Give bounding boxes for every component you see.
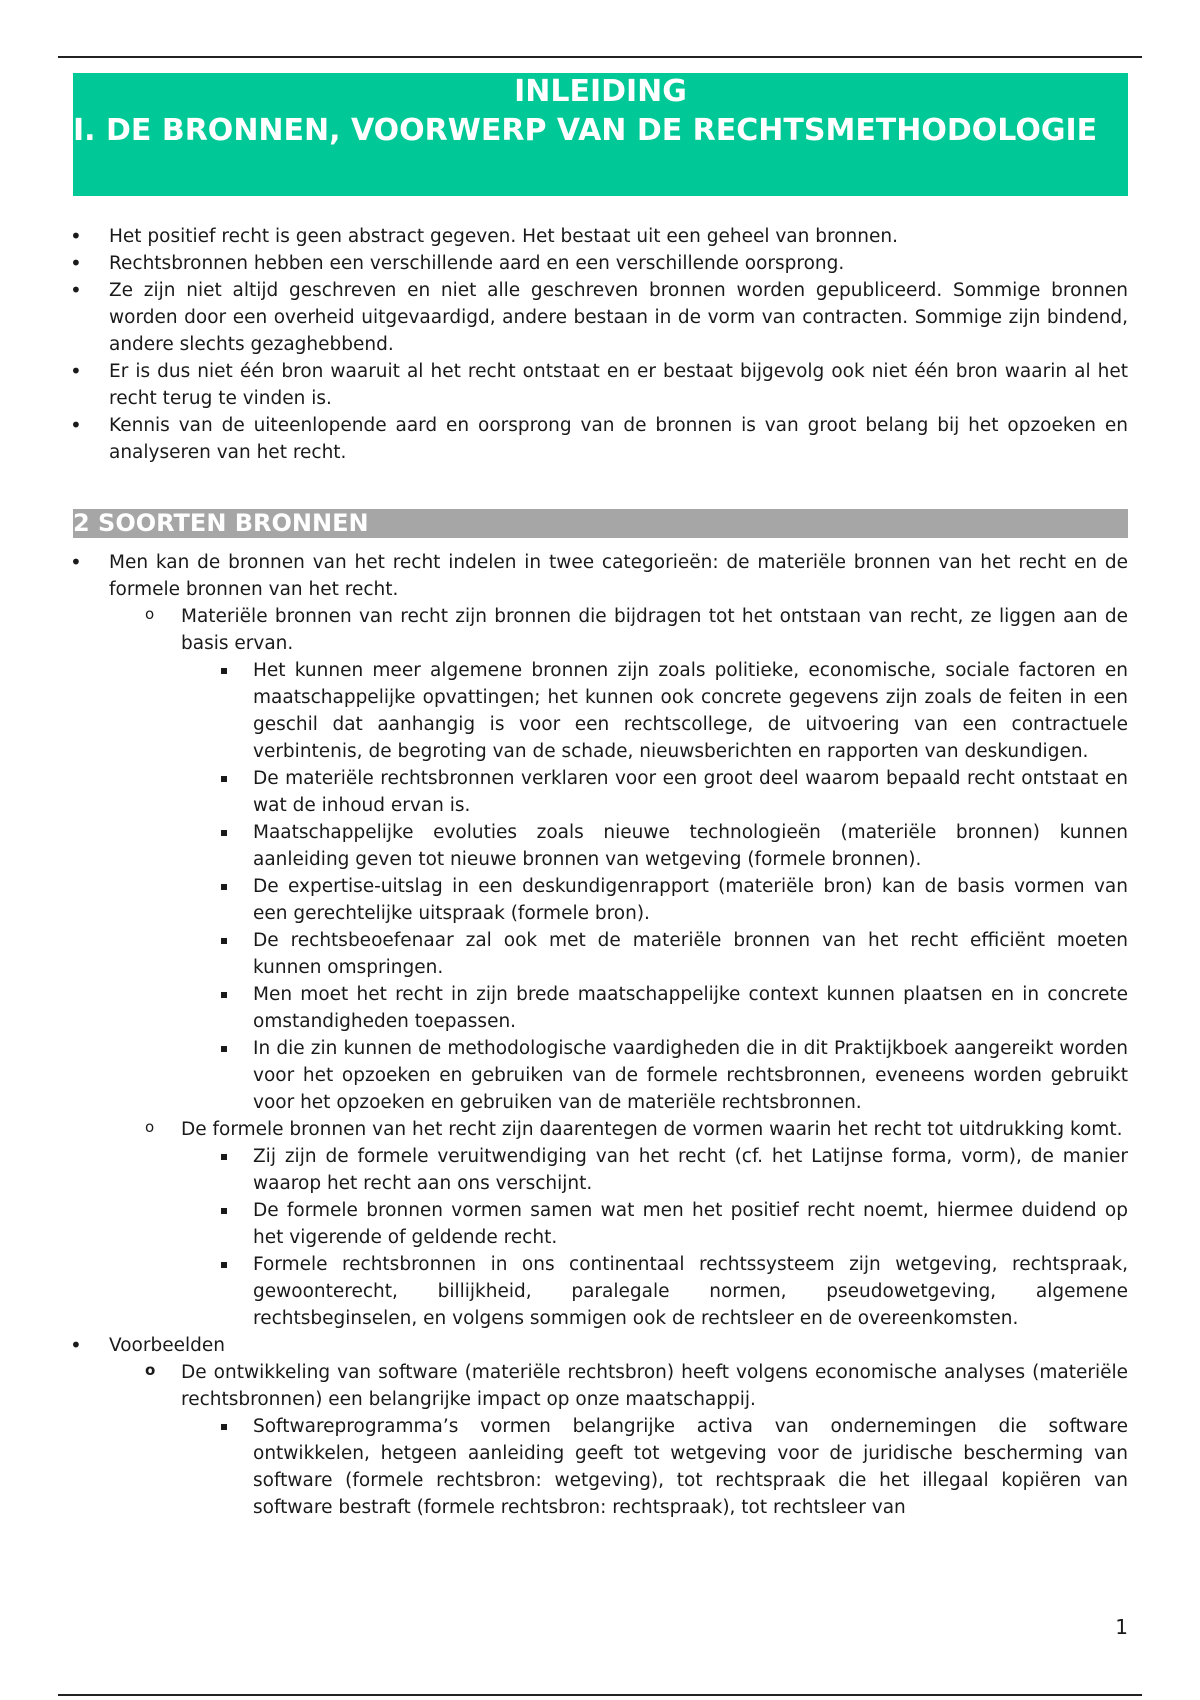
- sub-list: [145, 603, 1128, 1332]
- list-item: • Kennis van de uiteenlopende aard en oorsprong van de bronnen is van groot belang bij het opzoeken en analyseren van het recht.: [73, 412, 1128, 466]
- list-item: • Er is dus niet één bron waaruit al het recht ontstaat en er bestaat bijgevolg ook niet één bron waarin al het recht terug te vinden is.: [73, 358, 1128, 412]
- list-item: De expertise-uitslag in een deskundigenrapport (materiële bron) kan de basis vormen van een gerechtelijke uitspraak (formele bron).: [217, 873, 1128, 927]
- list-item-text: De ontwikkeling van software (materiële rechtsbron) heeft volgens economische analyses (materiële rechtsbronnen) een belangrijke impact op onze maatschappij.: [181, 1362, 1128, 1410]
- list-item: Het kunnen meer algemene bronnen zijn zoals politieke, economische, sociale factoren en maatschappelijke opvattingen; het kunnen ook concrete gegevens zijn zoals de feiten in een geschil dat aanhangig is voor een rechtscollege, de uitvoering van een contractuele verbintenis, de begroting van de schade, nieuwsberichten en rapporten van deskundigen.: [217, 657, 1128, 765]
- list-item: Softwareprogramma’s vormen belangrijke activa van ondernemingen die software ontwikkelen, hetgeen aanleiding geeft tot wetgeving voor de juridische bescherming van software (formele rechtsbron: wetgeving), tot rechtspraak die het illegaal kopiëren van software bestraft (formele rechtsbron: rechtspraak), tot rechtsleer van: [217, 1413, 1128, 1521]
- list-item: [73, 1332, 1128, 1521]
- intro-section: [73, 223, 1128, 466]
- bottom-rule: [58, 1694, 1142, 1696]
- title-line-2: I. DE BRONNEN, VOORWERP VAN DE RECHTSMETHODOLOGIE: [73, 113, 1098, 148]
- list-item: • Rechtsbronnen hebben een verschillende aard en een verschillende oorsprong.: [73, 250, 1128, 277]
- section-2-list: [73, 549, 1128, 1521]
- list-item: Zij zijn de formele veruitwendiging van het recht (cf. het Latijnse forma, vorm), de manier waarop het recht aan ons verschijnt.: [217, 1143, 1128, 1197]
- list-item-text: Voorbeelden: [109, 1335, 225, 1356]
- page-number: 1: [1115, 1615, 1128, 1639]
- title-line-1: INLEIDING: [514, 74, 687, 109]
- list-item-text: Men kan de bronnen van het recht indelen in twee categorieën: de materiële bronnen van het recht en de formele bronnen van het recht.: [109, 552, 1128, 600]
- sub-list: [145, 1359, 1128, 1521]
- list-item: Maatschappelijke evoluties zoals nieuwe technologieën (materiële bronnen) kunnen aanleiding geven tot nieuwe bronnen van wetgeving (formele bronnen).: [217, 819, 1128, 873]
- sub-sub-list: [217, 657, 1128, 1116]
- list-item: In die zin kunnen de methodologische vaardigheden die in dit Praktijkboek aangereikt worden voor het opzoeken en gebruiken van de formele rechtsbronnen, eveneens worden gebruikt voor het opzoeken en gebruiken van de materiële rechtsbronnen.: [217, 1035, 1128, 1116]
- section-2-content: [73, 549, 1128, 1521]
- list-item: Formele rechtsbronnen in ons continentaal rechtssysteem zijn wetgeving, rechtspraak, gewoonterecht, billijkheid, paralegale normen, pseudowetgeving, algemene rechtsbeginselen, en volgens sommigen ook de rechtsleer en de overeenkomsten.: [217, 1251, 1128, 1332]
- top-rule: [58, 56, 1142, 58]
- list-item: • Het positief recht is geen abstract gegeven. Het bestaat uit een geheel van bronnen.: [73, 223, 1128, 250]
- title-block: [73, 73, 1128, 196]
- list-item-text: De formele bronnen van het recht zijn daarentegen de vormen waarin het recht tot uitdrukking komt.: [181, 1119, 1123, 1140]
- section-heading: 2 SOORTEN BRONNEN: [73, 509, 1128, 538]
- list-item: Men moet het recht in zijn brede maatschappelijke context kunnen plaatsen en in concrete omstandigheden toepassen.: [217, 981, 1128, 1035]
- list-item: De formele bronnen vormen samen wat men het positief recht noemt, hiermee duidend op het vigerende of geldende recht.: [217, 1197, 1128, 1251]
- list-item-text: Materiële bronnen van recht zijn bronnen die bijdragen tot het ontstaan van recht, ze liggen aan de basis ervan.: [181, 606, 1128, 654]
- list-item: • Ze zijn niet altijd geschreven en niet alle geschreven bronnen worden gepubliceerd. Sommige bronnen worden door een overheid uitgevaardigd, andere bestaan in de vorm van contracten. Sommige zijn bindend, andere slechts gezaghebbend.: [73, 277, 1128, 358]
- list-item: [145, 1116, 1128, 1332]
- list-item: De materiële rechtsbronnen verklaren voor een groot deel waarom bepaald recht ontstaat en wat de inhoud ervan is.: [217, 765, 1128, 819]
- list-item: [73, 549, 1128, 1332]
- sub-sub-list: [217, 1413, 1128, 1521]
- sub-sub-list: [217, 1143, 1128, 1332]
- list-item: [145, 603, 1128, 1116]
- intro-bullet-list: [73, 223, 1128, 466]
- list-item: [145, 1359, 1128, 1521]
- list-item: De rechtsbeoefenaar zal ook met de materiële bronnen van het recht efficiënt moeten kunnen omspringen.: [217, 927, 1128, 981]
